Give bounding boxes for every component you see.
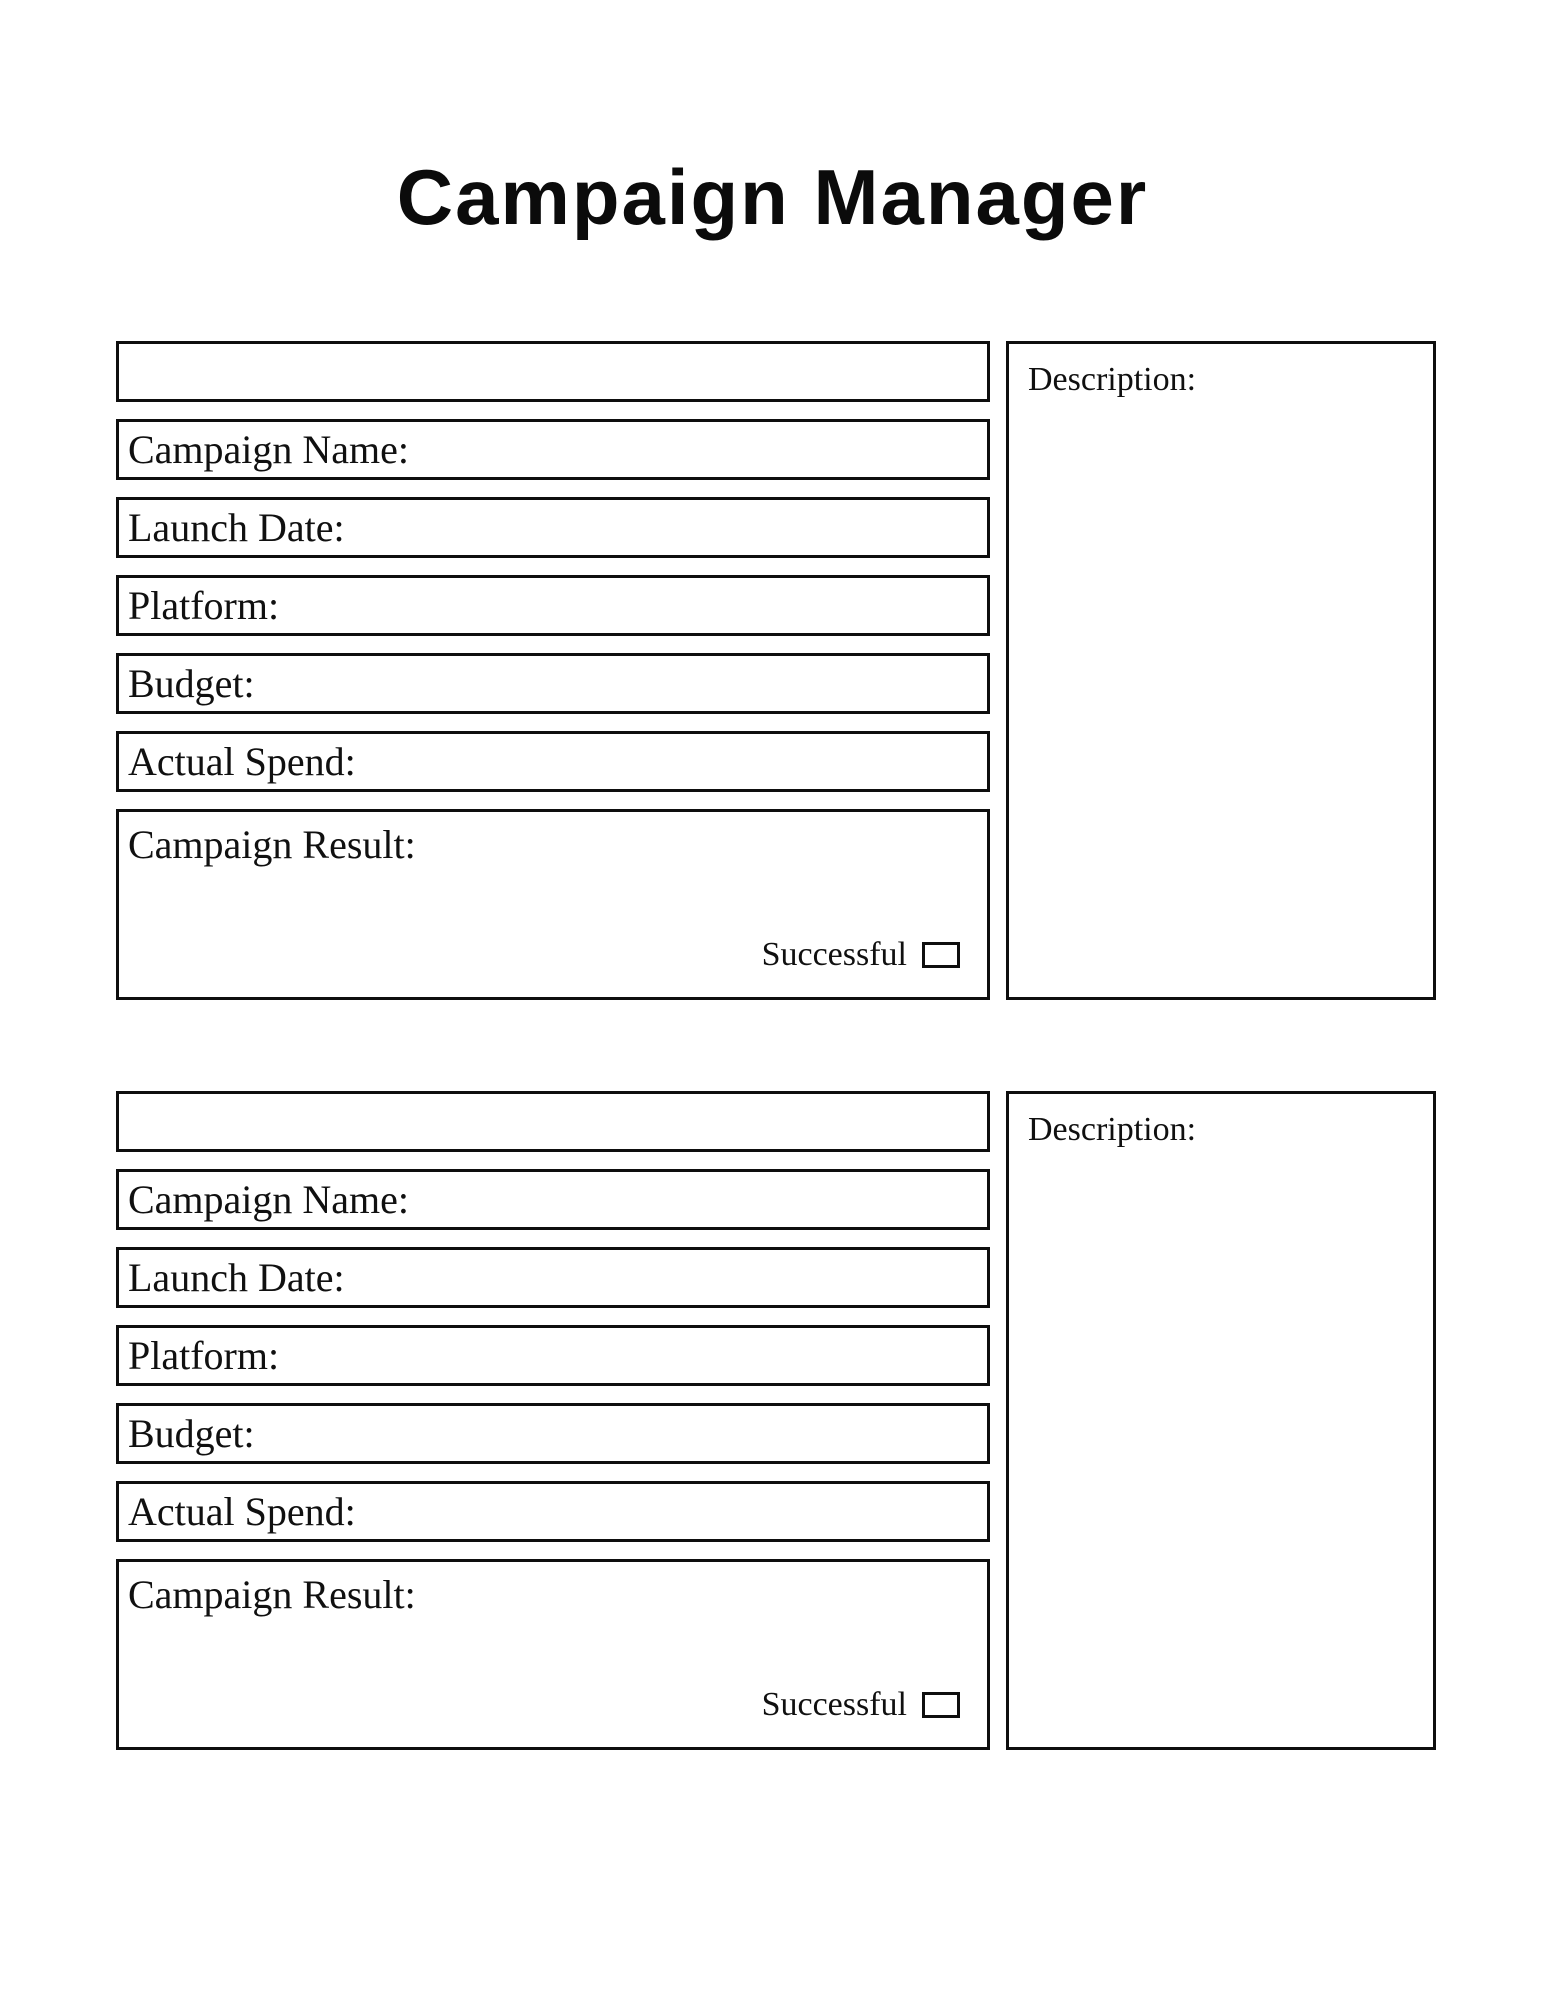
- campaign-section-2: [116, 1091, 1436, 1750]
- campaign-2-untitled-field[interactable]: [116, 1091, 990, 1152]
- campaign-section-1: [116, 341, 1436, 1000]
- campaign-1-successful-row: [762, 938, 960, 972]
- actual-spend-label: Actual Spend:: [128, 1488, 356, 1534]
- campaign-2-budget-field[interactable]: [116, 1403, 990, 1464]
- platform-label: Platform:: [128, 582, 280, 628]
- campaign-2-actual-spend-field[interactable]: [116, 1481, 990, 1542]
- campaign-1-platform-field[interactable]: [116, 575, 990, 636]
- budget-label: Budget:: [128, 660, 255, 706]
- campaign-1-result-field[interactable]: [116, 809, 990, 1000]
- budget-label: Budget:: [128, 1410, 255, 1456]
- campaign-result-label: Campaign Result:: [128, 822, 416, 867]
- campaign-name-label: Campaign Name:: [128, 426, 410, 472]
- campaign-1-untitled-field[interactable]: [116, 341, 990, 402]
- campaign-1-description-field[interactable]: [1006, 341, 1436, 1000]
- actual-spend-label: Actual Spend:: [128, 738, 356, 784]
- platform-label: Platform:: [128, 1332, 280, 1378]
- campaign-2-launch-date-field[interactable]: [116, 1247, 990, 1308]
- campaign-2-successful-row: [762, 1688, 960, 1722]
- successful-label: Successful: [761, 936, 907, 973]
- campaign-2-result-field[interactable]: [116, 1559, 990, 1750]
- campaign-1-budget-field[interactable]: [116, 653, 990, 714]
- campaign-1-left-column: [116, 341, 990, 1000]
- page-title: Campaign Manager: [396, 153, 1149, 241]
- campaign-2-platform-field[interactable]: [116, 1325, 990, 1386]
- description-label: Description:: [1028, 361, 1197, 398]
- campaign-2-campaign-name-field[interactable]: [116, 1169, 990, 1230]
- description-label: Description:: [1028, 1111, 1197, 1148]
- campaign-1-actual-spend-field[interactable]: [116, 731, 990, 792]
- launch-date-label: Launch Date:: [128, 504, 345, 550]
- successful-checkbox[interactable]: [922, 1692, 960, 1718]
- campaign-1-launch-date-field[interactable]: [116, 497, 990, 558]
- campaign-2-description-field[interactable]: [1006, 1091, 1436, 1750]
- campaign-name-label: Campaign Name:: [128, 1176, 410, 1222]
- campaign-1-campaign-name-field[interactable]: [116, 419, 990, 480]
- campaign-result-label: Campaign Result:: [128, 1572, 416, 1617]
- campaign-2-left-column: [116, 1091, 990, 1750]
- launch-date-label: Launch Date:: [128, 1254, 345, 1300]
- successful-checkbox[interactable]: [922, 942, 960, 968]
- successful-label: Successful: [761, 1686, 907, 1723]
